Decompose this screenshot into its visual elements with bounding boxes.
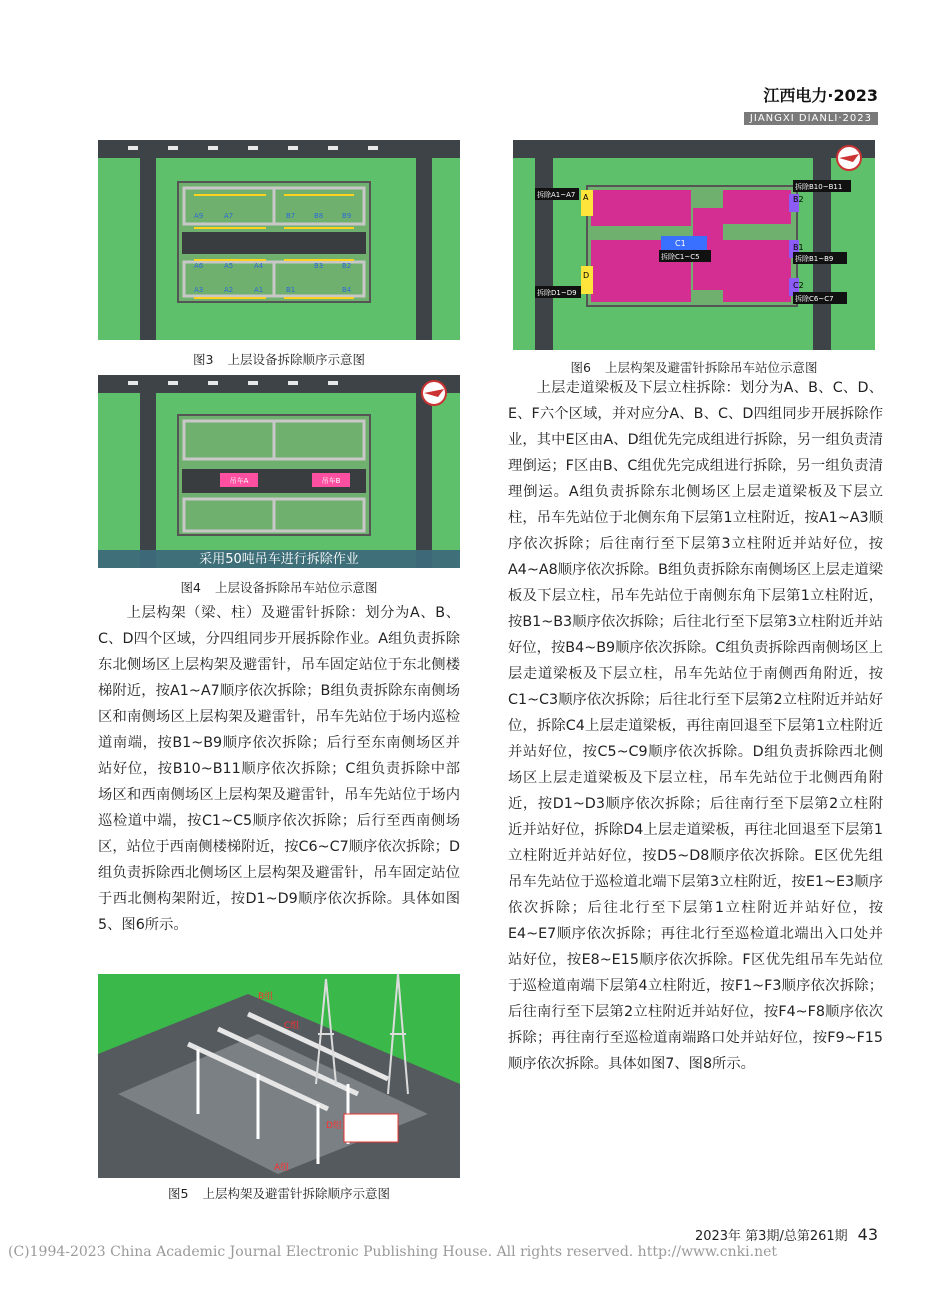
fig6-label: B2 (793, 195, 804, 204)
figure-5-note-box (344, 1114, 398, 1142)
caption-text: 上层设备拆除吊车站位示意图 (214, 580, 378, 595)
grid-label: B4 (342, 286, 352, 294)
grid-label: A2 (224, 286, 234, 294)
group-c-label: C组 (284, 1021, 300, 1031)
grid-label: A7 (224, 212, 234, 220)
figure-3-caption (98, 350, 460, 368)
figure-3-image (98, 140, 460, 340)
page-footer (695, 1225, 878, 1244)
fig6-label: D (583, 271, 590, 280)
fig6-tag: 拆除C6~C7 (795, 295, 834, 303)
grid-label: B2 (342, 262, 352, 270)
group-a-label: A组 (274, 1163, 290, 1173)
fig6-tag: 拆除C1~C5 (661, 253, 700, 261)
journal-title: 江西电力·2023 (763, 86, 878, 105)
journal-subtitle: JIANGXI DIANLI·2023 (744, 112, 878, 125)
group-d-label: D组 (326, 1121, 342, 1131)
page-number: 43 (857, 1225, 878, 1244)
figure-4-caption (98, 578, 460, 596)
fig6-label: C2 (793, 281, 804, 290)
fig6-label: A (583, 193, 589, 202)
grid-label: B8 (314, 212, 324, 220)
fig6-tag: 拆除B1~B9 (795, 255, 834, 263)
fig6-tag: 拆除A1~A7 (537, 191, 576, 199)
left-column-text (98, 600, 460, 938)
figure-5-image (98, 974, 460, 1178)
figure-4-image (98, 375, 460, 568)
fig6-label: B1 (793, 243, 804, 252)
caption-number: 图5 (168, 1186, 189, 1201)
group-b-label: B组 (258, 992, 274, 1002)
journal-header (744, 86, 878, 125)
grid-label: A3 (194, 286, 204, 294)
figure-5-caption (98, 1184, 460, 1202)
grid-label: B9 (342, 212, 352, 220)
grid-label: A1 (254, 286, 264, 294)
grid-label: B7 (286, 212, 296, 220)
fig6-tag: 拆除D1~D9 (537, 289, 577, 297)
crane-a-label: 吊车A (229, 477, 249, 485)
caption-number: 图3 (193, 352, 214, 367)
copyright-watermark: (C)1994-2023 China Academic Journal Electronic Publishing House. All rights reserved. http://www.cnki.net (8, 1244, 778, 1260)
grid-label: A6 (194, 262, 204, 270)
grid-label: A4 (254, 262, 264, 270)
grid-label: B3 (314, 262, 324, 270)
grid-label: A9 (194, 212, 204, 220)
right-paragraph: 上层走道梁板及下层立柱拆除：划分为A、B、C、D、E、F六个区域，并对应分A、B、C、D四组同步开展拆除作业，其中E区由A、D组优先完成组进行拆除，另一组负责清理倒运；F区由B、C组优先完成组进行拆除，另一组负责清理倒运。A组负责拆除东北侧场区上层走道梁板及下层立柱，吊车先站位于北侧东角下层第1立柱附近，按A1~A3顺序依次拆除；后往南行至下层第3立柱附近并站好位，按A4~A8顺序依次拆除。B组负责拆除东南侧场区上层走道梁板及下层立柱，吊车先站位于南侧东角下层第1立柱附近，按B1~B3顺序依次拆除；后往北行至下层第3立柱附近并站好位，按B4~B9顺序依次拆除。C组负责拆除西南侧场区上层走道梁板及下层立柱，吊车先站位于南侧西角附近，按C1~C3顺序依次拆除；后往北行至下层第2立柱附近并站好位，拆除C4上层走道梁板，再往南回退至下层第1立柱附近并站好位，按C5~C9顺序依次拆除。D组负责拆除西北侧场区上层走道梁板及下层立柱，吊车先站位于北侧西角附近，按D1~D3顺序依次拆除；后往南行至下层第2立柱附近并站好位，拆除D4上层走道梁板，再往北回退至下层第1立柱附近并站好位，按D5~D8顺序依次拆除。E区优先组吊车先站位于巡检道北端下层第3立柱附近，按E1~E3顺序依次拆除；后往北行至下层第1立柱附近并站好位，按E4~E7顺序依次拆除；再往北行至巡检道北端出入口处并站好位，按E8~E15顺序依次拆除。F区优先组吊车先站位于巡检道南端下层第4立柱附近，按F1~F3顺序依次拆除；后往南行至下层第2立柱附近并站好位，按F4~F8顺序依次拆除；再往南行至巡检道南端路口处并站好位，按F9~F15顺序依次拆除。具体如图7、图8所示。 (508, 380, 883, 1072)
grid-label: A5 (224, 262, 234, 270)
fig6-label: C1 (675, 239, 686, 248)
figure-6-caption (513, 358, 875, 376)
caption-text: 上层构架及避雷针拆除吊车站位示意图 (604, 360, 818, 375)
grid-label: B1 (286, 286, 296, 294)
right-column-text (508, 375, 883, 1077)
figure-4-banner: 采用50吨吊车进行拆除作业 (199, 552, 359, 567)
caption-number: 图4 (180, 580, 201, 595)
caption-text: 上层构架及避雷针拆除顺序示意图 (202, 1186, 390, 1201)
figure-6-image (513, 140, 875, 350)
crane-b-label: 吊车B (321, 477, 341, 485)
issue-info: 2023年 第3期/总第261期 (694, 1229, 848, 1244)
caption-text: 上层设备拆除顺序示意图 (227, 352, 365, 367)
left-paragraph: 上层构架（梁、柱）及避雷针拆除：划分为A、B、C、D四个区域，分四组同步开展拆除作业。A组负责拆除东北侧场区上层构架及避雷针，吊车固定站位于东北侧楼梯附近，按A1~A7顺序依次拆除；B组负责拆除东南侧场区和南侧场区上层构架及避雷针，吊车先站位于场内巡检道南端，按B1~B9顺序依次拆除；后行至东南侧场区并站好位，按B10~B11顺序依次拆除；C组负责拆除中部场区和西南侧场区上层构架及避雷针，吊车先站位于场内巡检道中端，按C1~C5顺序依次拆除；后行至西南侧场区，站位于西南侧楼梯附近，按C6~C7顺序依次拆除；D组负责拆除西北侧场区上层构架及避雷针，吊车固定站位于西北侧构架附近，按D1~D9顺序依次拆除。具体如图5、图6所示。 (98, 605, 460, 933)
caption-number: 图6 (570, 360, 591, 375)
fig6-tag: 拆除B10~B11 (795, 183, 843, 191)
